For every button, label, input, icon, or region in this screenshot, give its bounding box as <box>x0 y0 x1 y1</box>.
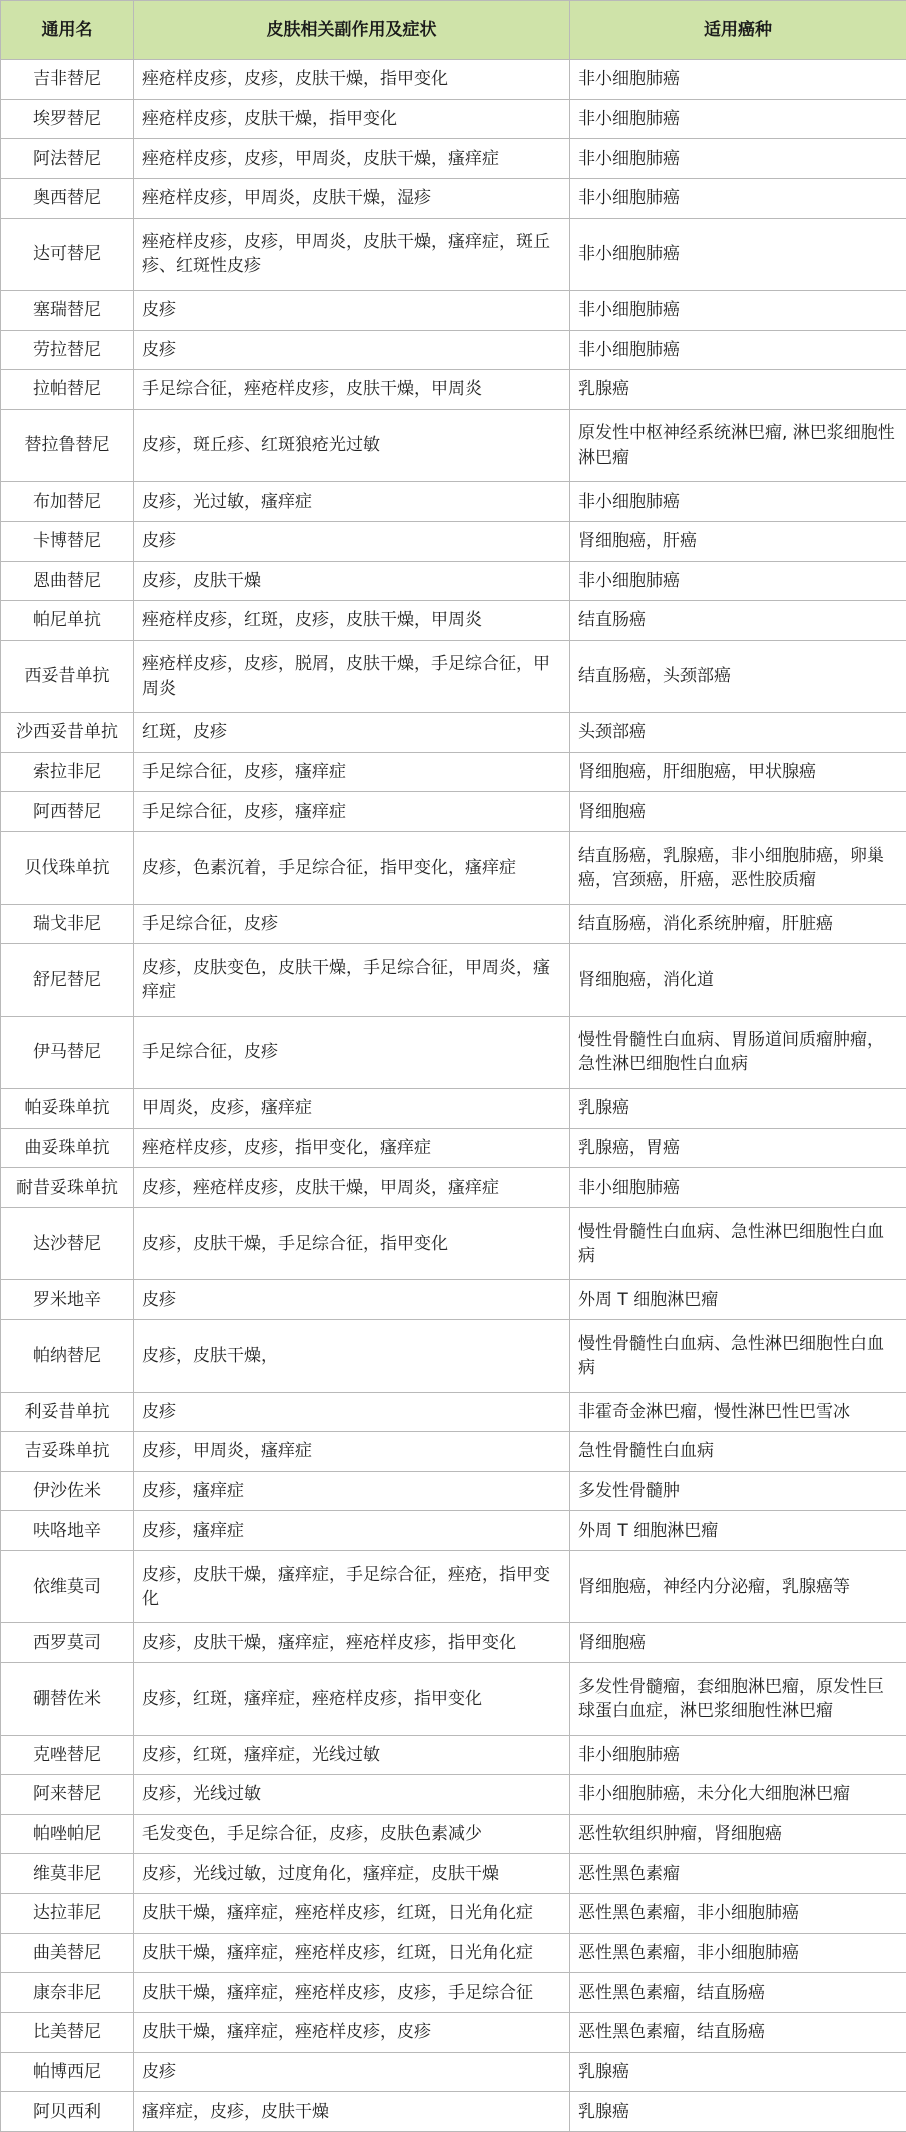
side-effects-cell: 皮疹 <box>134 290 570 330</box>
cancer-types-cell: 非小细胞肺癌 <box>570 178 906 218</box>
drug-name-cell: 伊马替尼 <box>1 1016 134 1088</box>
table-row <box>1 60 906 100</box>
cancer-types-cell: 非小细胞肺癌 <box>570 482 906 522</box>
cancer-types-cell: 肾细胞癌，消化道 <box>570 944 906 1016</box>
table-row <box>1 1432 906 1472</box>
side-effects-cell: 痤疮样皮疹，皮肤干燥，指甲变化 <box>134 99 570 139</box>
drug-name-cell: 替拉鲁替尼 <box>1 409 134 481</box>
drug-name-cell: 硼替佐米 <box>1 1663 134 1735</box>
side-effects-cell: 皮疹，红斑，瘙痒症，光线过敏 <box>134 1735 570 1775</box>
drug-name-cell: 耐昔妥珠单抗 <box>1 1168 134 1208</box>
cancer-types-cell: 外周 T 细胞淋巴瘤 <box>570 1511 906 1551</box>
side-effects-cell: 痤疮样皮疹，皮疹，甲周炎，皮肤干燥，瘙痒症，斑丘疹、红斑性皮疹 <box>134 218 570 290</box>
cancer-types-cell: 非小细胞肺癌 <box>570 99 906 139</box>
table-row <box>1 1471 906 1511</box>
drug-name-cell: 卡博替尼 <box>1 521 134 561</box>
cancer-types-cell: 非小细胞肺癌 <box>570 139 906 179</box>
table-row <box>1 178 906 218</box>
side-effects-cell: 皮疹，瘙痒症 <box>134 1471 570 1511</box>
side-effects-cell: 皮疹，色素沉着，手足综合征，指甲变化，瘙痒症 <box>134 832 570 904</box>
drug-name-cell: 西妥昔单抗 <box>1 640 134 712</box>
drug-name-cell: 曲妥珠单抗 <box>1 1128 134 1168</box>
side-effects-cell: 痤疮样皮疹，皮疹，甲周炎，皮肤干燥，瘙痒症 <box>134 139 570 179</box>
cancer-types-cell: 非小细胞肺癌 <box>570 218 906 290</box>
side-effects-cell: 手足综合征，皮疹，瘙痒症 <box>134 792 570 832</box>
table-row <box>1 1854 906 1894</box>
drug-name-cell: 恩曲替尼 <box>1 561 134 601</box>
cancer-types-cell: 恶性黑色素瘤 <box>570 1854 906 1894</box>
table-row <box>1 1551 906 1623</box>
cancer-types-cell: 慢性骨髓性白血病、急性淋巴细胞性白血病 <box>570 1320 906 1392</box>
drug-name-cell: 沙西妥昔单抗 <box>1 713 134 753</box>
side-effects-cell: 皮疹，痤疮样皮疹，皮肤干燥，甲周炎，瘙痒症 <box>134 1168 570 1208</box>
side-effects-cell: 手足综合征，皮疹 <box>134 1016 570 1088</box>
drug-name-cell: 伊沙佐米 <box>1 1471 134 1511</box>
side-effects-cell: 手足综合征，皮疹，瘙痒症 <box>134 752 570 792</box>
side-effects-cell: 皮疹，斑丘疹、红斑狼疮光过敏 <box>134 409 570 481</box>
table-row <box>1 1168 906 1208</box>
side-effects-cell: 皮肤干燥，瘙痒症，痤疮样皮疹，皮疹 <box>134 2012 570 2052</box>
cancer-types-cell: 肾细胞癌，肝细胞癌，甲状腺癌 <box>570 752 906 792</box>
side-effects-cell: 皮疹 <box>134 1392 570 1432</box>
side-effects-cell: 皮肤干燥，瘙痒症，痤疮样皮疹，红斑，日光角化症 <box>134 1933 570 1973</box>
cancer-types-cell: 乳腺癌，胃癌 <box>570 1128 906 1168</box>
table-row <box>1 1280 906 1320</box>
side-effects-cell: 皮肤干燥，瘙痒症，痤疮样皮疹，皮疹，手足综合征 <box>134 1973 570 2013</box>
drug-name-cell: 奥西替尼 <box>1 178 134 218</box>
drug-name-cell: 帕妥珠单抗 <box>1 1089 134 1129</box>
table-row <box>1 944 906 1016</box>
side-effects-cell: 痤疮样皮疹，皮疹，脱屑，皮肤干燥，手足综合征，甲周炎 <box>134 640 570 712</box>
cancer-types-cell: 结直肠癌，头颈部癌 <box>570 640 906 712</box>
table-row <box>1 1775 906 1815</box>
table-row <box>1 713 906 753</box>
side-effects-cell: 皮疹 <box>134 1280 570 1320</box>
drug-name-cell: 拉帕替尼 <box>1 370 134 410</box>
table-row <box>1 640 906 712</box>
cancer-types-cell: 乳腺癌 <box>570 1089 906 1129</box>
side-effects-cell: 皮疹，皮肤干燥， <box>134 1320 570 1392</box>
drug-name-cell: 达沙替尼 <box>1 1207 134 1279</box>
table-row <box>1 482 906 522</box>
side-effects-cell: 皮疹，皮肤变色，皮肤干燥，手足综合征，甲周炎，瘙痒症 <box>134 944 570 1016</box>
drug-name-cell: 达拉菲尼 <box>1 1894 134 1934</box>
side-effects-cell: 皮疹，甲周炎，瘙痒症 <box>134 1432 570 1472</box>
drug-name-cell: 比美替尼 <box>1 2012 134 2052</box>
table-row <box>1 752 906 792</box>
side-effects-cell: 皮疹 <box>134 2052 570 2092</box>
cancer-types-cell: 多发性骨髓肿 <box>570 1471 906 1511</box>
cancer-types-cell: 乳腺癌 <box>570 2092 906 2132</box>
side-effects-cell: 皮疹，光线过敏，过度角化，瘙痒症，皮肤干燥 <box>134 1854 570 1894</box>
cancer-types-cell: 结直肠癌，消化系统肿瘤，肝脏癌 <box>570 904 906 944</box>
drug-name-cell: 帕纳替尼 <box>1 1320 134 1392</box>
drug-name-cell: 维莫非尼 <box>1 1854 134 1894</box>
drug-name-cell: 呋咯地辛 <box>1 1511 134 1551</box>
cancer-types-cell: 慢性骨髓性白血病、急性淋巴细胞性白血病 <box>570 1207 906 1279</box>
drug-name-cell: 帕唑帕尼 <box>1 1814 134 1854</box>
cancer-types-cell: 非小细胞肺癌，未分化大细胞淋巴瘤 <box>570 1775 906 1815</box>
side-effects-cell: 皮疹，光过敏，瘙痒症 <box>134 482 570 522</box>
side-effects-cell: 皮肤干燥，瘙痒症，痤疮样皮疹，红斑，日光角化症 <box>134 1894 570 1934</box>
table-row <box>1 330 906 370</box>
side-effects-cell: 皮疹，红斑，瘙痒症，痤疮样皮疹，指甲变化 <box>134 1663 570 1735</box>
table-row <box>1 1392 906 1432</box>
drug-name-cell: 曲美替尼 <box>1 1933 134 1973</box>
cancer-types-cell: 非小细胞肺癌 <box>570 1168 906 1208</box>
side-effects-cell: 甲周炎，皮疹，瘙痒症 <box>134 1089 570 1129</box>
cancer-types-cell: 恶性黑色素瘤，结直肠癌 <box>570 2012 906 2052</box>
table-row <box>1 99 906 139</box>
cancer-types-cell: 非霍奇金淋巴瘤，慢性淋巴性巴雪冰 <box>570 1392 906 1432</box>
drug-name-cell: 依维莫司 <box>1 1551 134 1623</box>
drug-name-cell: 布加替尼 <box>1 482 134 522</box>
table-row <box>1 1933 906 1973</box>
table-row <box>1 1623 906 1663</box>
table-row <box>1 218 906 290</box>
table-row <box>1 1511 906 1551</box>
cancer-types-cell: 非小细胞肺癌 <box>570 60 906 100</box>
table-row <box>1 139 906 179</box>
header-cancer-types: 适用癌种 <box>570 1 906 60</box>
cancer-types-cell: 恶性黑色素瘤，结直肠癌 <box>570 1973 906 2013</box>
table-row <box>1 832 906 904</box>
side-effects-cell: 痤疮样皮疹，皮疹，指甲变化，瘙痒症 <box>134 1128 570 1168</box>
drug-name-cell: 帕尼单抗 <box>1 601 134 641</box>
side-effects-cell: 皮疹，皮肤干燥，手足综合征，指甲变化 <box>134 1207 570 1279</box>
drug-name-cell: 索拉非尼 <box>1 752 134 792</box>
drug-name-cell: 阿西替尼 <box>1 792 134 832</box>
drug-name-cell: 吉妥珠单抗 <box>1 1432 134 1472</box>
side-effects-cell: 皮疹 <box>134 330 570 370</box>
table-row <box>1 1016 906 1088</box>
drug-name-cell: 罗米地辛 <box>1 1280 134 1320</box>
side-effects-cell: 痤疮样皮疹，甲周炎，皮肤干燥，湿疹 <box>134 178 570 218</box>
side-effects-cell: 红斑，皮疹 <box>134 713 570 753</box>
drug-name-cell: 阿贝西利 <box>1 2092 134 2132</box>
table-row <box>1 409 906 481</box>
cancer-types-cell: 恶性黑色素瘤，非小细胞肺癌 <box>570 1894 906 1934</box>
table-row <box>1 1973 906 2013</box>
drug-name-cell: 利妥昔单抗 <box>1 1392 134 1432</box>
table-row <box>1 1814 906 1854</box>
drug-name-cell: 舒尼替尼 <box>1 944 134 1016</box>
side-effects-cell: 毛发变色，手足综合征，皮疹，皮肤色素减少 <box>134 1814 570 1854</box>
side-effects-cell: 瘙痒症，皮疹，皮肤干燥 <box>134 2092 570 2132</box>
side-effects-cell: 皮疹，瘙痒症 <box>134 1511 570 1551</box>
drug-name-cell: 阿来替尼 <box>1 1775 134 1815</box>
table-row <box>1 1320 906 1392</box>
cancer-types-cell: 外周 T 细胞淋巴瘤 <box>570 1280 906 1320</box>
table-row <box>1 1663 906 1735</box>
cancer-types-cell: 肾细胞癌，神经内分泌瘤，乳腺癌等 <box>570 1551 906 1623</box>
header-skin-side-effects: 皮肤相关副作用及症状 <box>134 1 570 60</box>
side-effects-cell: 手足综合征，皮疹 <box>134 904 570 944</box>
drug-name-cell: 劳拉替尼 <box>1 330 134 370</box>
drug-name-cell: 贝伐珠单抗 <box>1 832 134 904</box>
cancer-types-cell: 多发性骨髓瘤，套细胞淋巴瘤，原发性巨球蛋白血症，淋巴浆细胞性淋巴瘤 <box>570 1663 906 1735</box>
table-row <box>1 2052 906 2092</box>
table-row <box>1 904 906 944</box>
cancer-types-cell: 肾细胞癌，肝癌 <box>570 521 906 561</box>
header-generic-name: 通用名 <box>1 1 134 60</box>
cancer-types-cell: 急性骨髓性白血病 <box>570 1432 906 1472</box>
cancer-types-cell: 恶性黑色素瘤，非小细胞肺癌 <box>570 1933 906 1973</box>
cancer-types-cell: 乳腺癌 <box>570 2052 906 2092</box>
drug-name-cell: 帕博西尼 <box>1 2052 134 2092</box>
table-row <box>1 1735 906 1775</box>
cancer-types-cell: 慢性骨髓性白血病、胃肠道间质瘤肿瘤，急性淋巴细胞性白血病 <box>570 1016 906 1088</box>
cancer-types-cell: 非小细胞肺癌 <box>570 330 906 370</box>
side-effects-cell: 皮疹，皮肤干燥 <box>134 561 570 601</box>
table-row <box>1 521 906 561</box>
side-effects-cell: 皮疹 <box>134 521 570 561</box>
cancer-types-cell: 非小细胞肺癌 <box>570 561 906 601</box>
drug-name-cell: 吉非替尼 <box>1 60 134 100</box>
drug-name-cell: 阿法替尼 <box>1 139 134 179</box>
table-row <box>1 1128 906 1168</box>
cancer-types-cell: 肾细胞癌 <box>570 792 906 832</box>
drug-name-cell: 康奈非尼 <box>1 1973 134 2013</box>
cancer-types-cell: 非小细胞肺癌 <box>570 1735 906 1775</box>
cancer-types-cell: 恶性软组织肿瘤，肾细胞癌 <box>570 1814 906 1854</box>
cancer-types-cell: 结直肠癌 <box>570 601 906 641</box>
table-row <box>1 370 906 410</box>
table-header-row <box>1 1 906 60</box>
cancer-types-cell: 肾细胞癌 <box>570 1623 906 1663</box>
table-body <box>1 60 906 2132</box>
drug-name-cell: 瑞戈非尼 <box>1 904 134 944</box>
cancer-types-cell: 原发性中枢神经系统淋巴瘤, 淋巴浆细胞性淋巴瘤 <box>570 409 906 481</box>
drug-name-cell: 克唑替尼 <box>1 1735 134 1775</box>
table-row <box>1 601 906 641</box>
cancer-types-cell: 非小细胞肺癌 <box>570 290 906 330</box>
side-effects-cell: 手足综合征，痤疮样皮疹，皮肤干燥，甲周炎 <box>134 370 570 410</box>
cancer-types-cell: 结直肠癌，乳腺癌，非小细胞肺癌，卵巢癌，宫颈癌，肝癌，恶性胶质瘤 <box>570 832 906 904</box>
side-effects-cell: 皮疹，皮肤干燥，瘙痒症，手足综合征，痤疮，指甲变化 <box>134 1551 570 1623</box>
table-row <box>1 2092 906 2132</box>
table-row <box>1 1894 906 1934</box>
table-row <box>1 561 906 601</box>
table-row <box>1 1089 906 1129</box>
drug-name-cell: 塞瑞替尼 <box>1 290 134 330</box>
drug-name-cell: 埃罗替尼 <box>1 99 134 139</box>
side-effects-cell: 皮疹，皮肤干燥，瘙痒症，痤疮样皮疹，指甲变化 <box>134 1623 570 1663</box>
drug-name-cell: 西罗莫司 <box>1 1623 134 1663</box>
cancer-types-cell: 乳腺癌 <box>570 370 906 410</box>
side-effects-cell: 皮疹，光线过敏 <box>134 1775 570 1815</box>
table-row <box>1 290 906 330</box>
table-row <box>1 792 906 832</box>
table-row <box>1 1207 906 1279</box>
side-effects-cell: 痤疮样皮疹，红斑，皮疹，皮肤干燥，甲周炎 <box>134 601 570 641</box>
drug-name-cell: 达可替尼 <box>1 218 134 290</box>
cancer-types-cell: 头颈部癌 <box>570 713 906 753</box>
side-effects-cell: 痤疮样皮疹，皮疹，皮肤干燥，指甲变化 <box>134 60 570 100</box>
table-row <box>1 2012 906 2052</box>
